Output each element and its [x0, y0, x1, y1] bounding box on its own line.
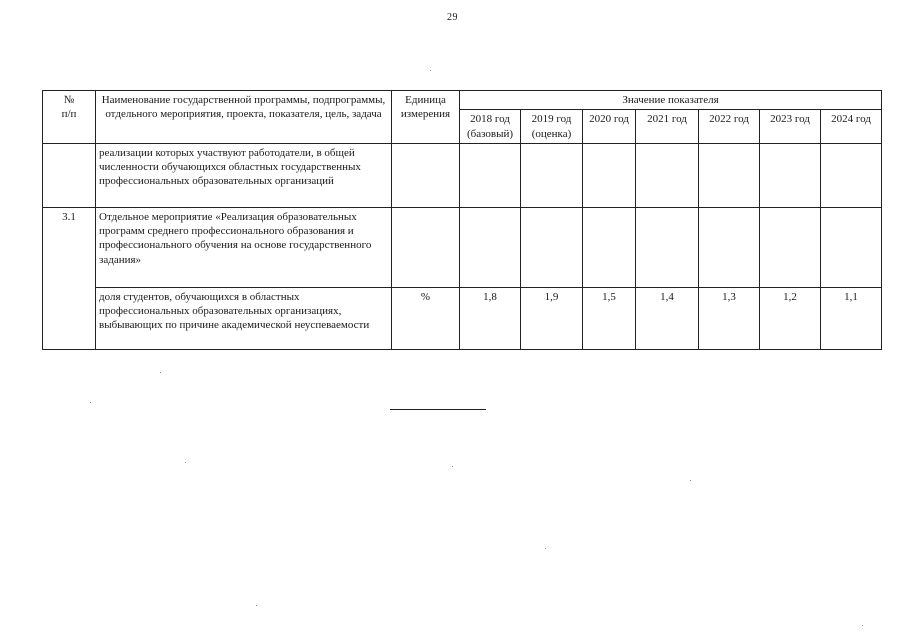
indicator-table [42, 90, 882, 350]
row-value [699, 143, 760, 207]
scan-speck [256, 605, 257, 606]
header-year: 2024 год [821, 110, 882, 144]
row-unit [392, 207, 460, 287]
footnote-rule [390, 409, 486, 410]
row-num [43, 143, 96, 207]
row-value [760, 207, 821, 287]
row-name: реализации которых участвуют работодатели, в общей численности обучающихся областных государственных профессиональных образовательных организаций [96, 143, 392, 207]
header-year: 2022 год [699, 110, 760, 144]
scan-speck [545, 548, 546, 549]
row-value [699, 207, 760, 287]
row-value [460, 207, 521, 287]
row-unit [392, 143, 460, 207]
row-num: 3.1 [43, 207, 96, 349]
header-row-top [43, 91, 882, 110]
scan-speck [90, 402, 91, 403]
row-value: 1,9 [521, 287, 583, 349]
header-year: 2019 год (оценка) [521, 110, 583, 144]
scan-speck [690, 480, 691, 481]
header-values-group: Значение показателя [460, 91, 882, 110]
row-value: 1,2 [760, 287, 821, 349]
scan-speck [185, 462, 186, 463]
table-row [43, 207, 882, 287]
row-value: 1,1 [821, 287, 882, 349]
row-value [521, 207, 583, 287]
scan-speck [160, 372, 161, 373]
page-number: 29 [447, 12, 458, 23]
header-year: 2018 год (базовый) [460, 110, 521, 144]
table-row [43, 287, 882, 349]
row-value [583, 207, 636, 287]
header-year: 2023 год [760, 110, 821, 144]
row-value [821, 207, 882, 287]
row-value [583, 143, 636, 207]
header-name: Наименование государственной программы, подпрограммы, отдельного мероприятия, проекта, показателя, цель, задача [96, 91, 392, 144]
row-value [636, 207, 699, 287]
row-value [460, 143, 521, 207]
row-value: 1,4 [636, 287, 699, 349]
row-value: 1,3 [699, 287, 760, 349]
row-value: 1,5 [583, 287, 636, 349]
row-value [821, 143, 882, 207]
table-row [43, 143, 882, 207]
row-unit: % [392, 287, 460, 349]
row-name: доля студентов, обучающихся в областных профессиональных образовательных организациях, выбывающих по причине академической неуспеваемости [96, 287, 392, 349]
scan-speck [862, 625, 863, 626]
header-year: 2020 год [583, 110, 636, 144]
row-value [760, 143, 821, 207]
header-unit: Единица измерения [392, 91, 460, 144]
row-name: Отдельное мероприятие «Реализация образовательных программ среднего профессионального образования и профессионального обучения на основе государственного задания» [96, 207, 392, 287]
row-value: 1,8 [460, 287, 521, 349]
header-year: 2021 год [636, 110, 699, 144]
scan-speck [452, 466, 453, 467]
row-value [521, 143, 583, 207]
scan-speck [430, 70, 431, 71]
header-num: № п/п [43, 91, 96, 144]
row-value [636, 143, 699, 207]
